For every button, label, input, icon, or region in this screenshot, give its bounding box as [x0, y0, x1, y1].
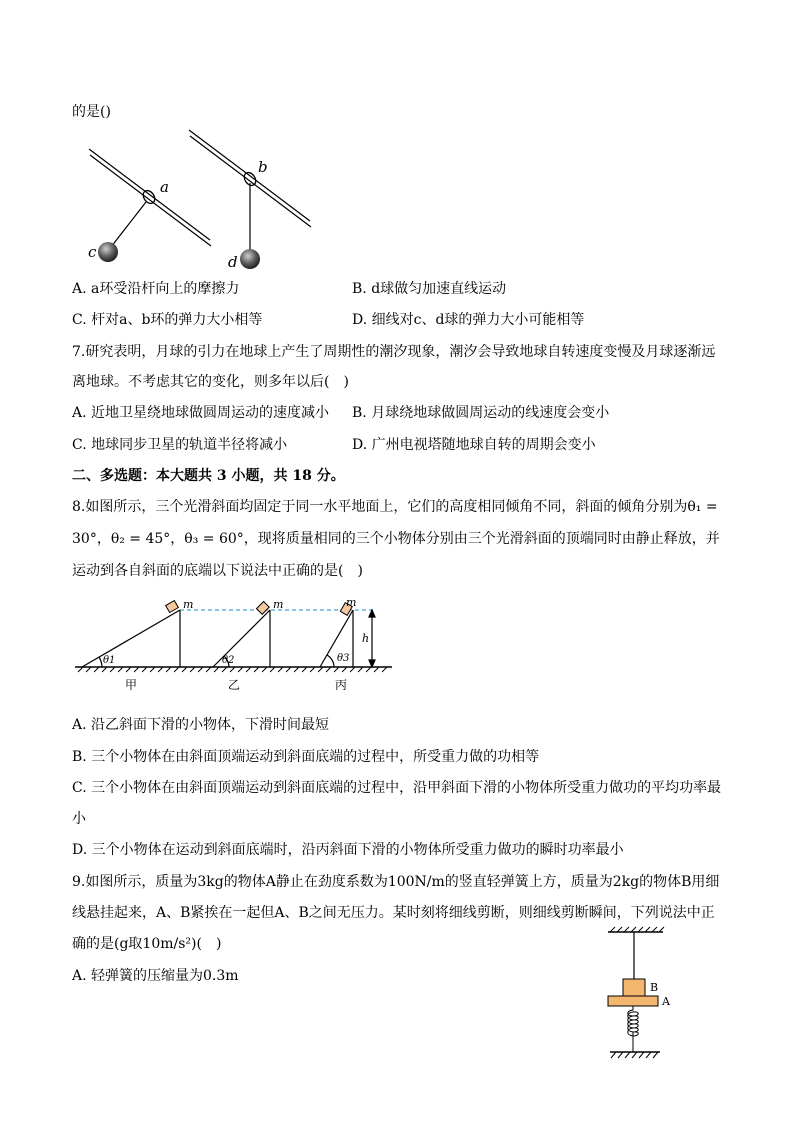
label-m-jia: m [183, 598, 194, 611]
q8-stem-line3: 运动到各自斜面的底端以下说法中正确的是( ) [72, 563, 363, 579]
q9-stem-line1: 9.如图所示，质量为3kg的物体A静止在劲度系数为100N/m的竖直轻弹簧上方，质量为2kg的物体B用细 [72, 874, 720, 890]
q9-figure [598, 924, 678, 1064]
ball-c [98, 242, 118, 262]
string-a-c [111, 202, 146, 247]
q6-option-a: A. a环受沿杆向上的摩擦力 [72, 281, 240, 297]
block-b [623, 979, 645, 996]
label-a: a [160, 178, 169, 196]
q8-stem-line1: 8.如图所示，三个光滑斜面均固定于同一水平地面上，它们的高度相同倾角不同，斜面的倾角分别为θ₁ = [72, 499, 718, 515]
ball-d [240, 249, 260, 269]
q8-option-b: B. 三个小物体在由斜面顶端运动到斜面底端的过程中，所受重力做的功相等 [72, 749, 540, 765]
q8-stem-line2: 30°，θ₂ = 45°，θ₃ = 60°，现将质量相同的三个小物体分别由三个光滑斜面的顶端同时由静止释放，并 [72, 531, 720, 547]
height-arrow [369, 610, 375, 667]
q7-stem-line2: 离地球。不考虑其它的变化，则多年以后( ) [72, 374, 349, 390]
q7-option-d: D. 广州电视塔随地球自转的周期会变小 [352, 437, 596, 453]
label-c: c [88, 243, 97, 261]
label-theta1: θ1 [103, 655, 116, 666]
floor-hatch [611, 1052, 658, 1058]
left-rod [89, 149, 211, 246]
q6-option-c: C. 杆对a、b环的弹力大小相等 [72, 312, 263, 328]
q6-figure [80, 125, 330, 275]
incline-jia [82, 610, 180, 667]
label-h: h [362, 632, 370, 645]
q9-option-a: A. 轻弹簧的压缩量为0.3m [72, 968, 239, 984]
q6-option-d: D. 细线对c、d球的弹力大小可能相等 [352, 312, 585, 328]
label-A: A [662, 995, 670, 1008]
q7-option-b: B. 月球绕地球做圆周运动的线速度会变小 [352, 405, 610, 421]
q8-option-a: A. 沿乙斜面下滑的小物体，下滑时间最短 [72, 717, 330, 733]
label-jia: 甲 [125, 678, 138, 692]
q6-option-b: B. d球做匀加速直线运动 [352, 281, 507, 297]
q8-option-c-line1: C. 三个小物体在由斜面顶端运动到斜面底端的过程中，沿甲斜面下滑的小物体所受重力做功的平均功率最 [72, 780, 722, 796]
label-m-bing: m [346, 596, 357, 609]
q7-option-a: A. 近地卫星绕地球做圆周运动的速度减小 [72, 405, 330, 421]
label-theta3: θ3 [337, 653, 350, 664]
spring [628, 1006, 639, 1052]
label-bing: 丙 [335, 678, 348, 692]
label-m-yi: m [273, 598, 284, 611]
label-theta2: θ2 [222, 655, 235, 666]
q8-option-d: D. 三个小物体在运动到斜面底端时，沿丙斜面下滑的小物体所受重力做功的瞬时功率最小 [72, 842, 624, 858]
q7-option-c: C. 地球同步卫星的轨道半径将减小 [72, 437, 288, 453]
label-yi: 乙 [228, 678, 241, 692]
label-B: B [650, 981, 659, 994]
q6-stem-tail: 的是() [72, 104, 111, 120]
block-a [608, 996, 658, 1006]
label-b: b [258, 158, 268, 176]
block-jia [166, 601, 179, 613]
q9-stem-line3: 确的是(g取10m/s²)( ) [72, 936, 222, 952]
section2-title: 二、多选题：本大题共 3 小题，共 18 分。 [72, 468, 345, 484]
q9-stem-line2: 线悬挂起来，A、B紧挨在一起但A、B之间无压力。某时刻将细线剪断，则细线剪断瞬间，下列说法中正 [72, 905, 715, 921]
q8-option-c-line2: 小 [72, 811, 86, 827]
label-d: d [228, 253, 238, 271]
q8-figure [70, 595, 400, 695]
q7-stem-line1: 7.研究表明，月球的引力在地球上产生了周期性的潮汐现象，潮汐会导致地球自转速度变慢及月球逐渐远 [72, 344, 716, 360]
